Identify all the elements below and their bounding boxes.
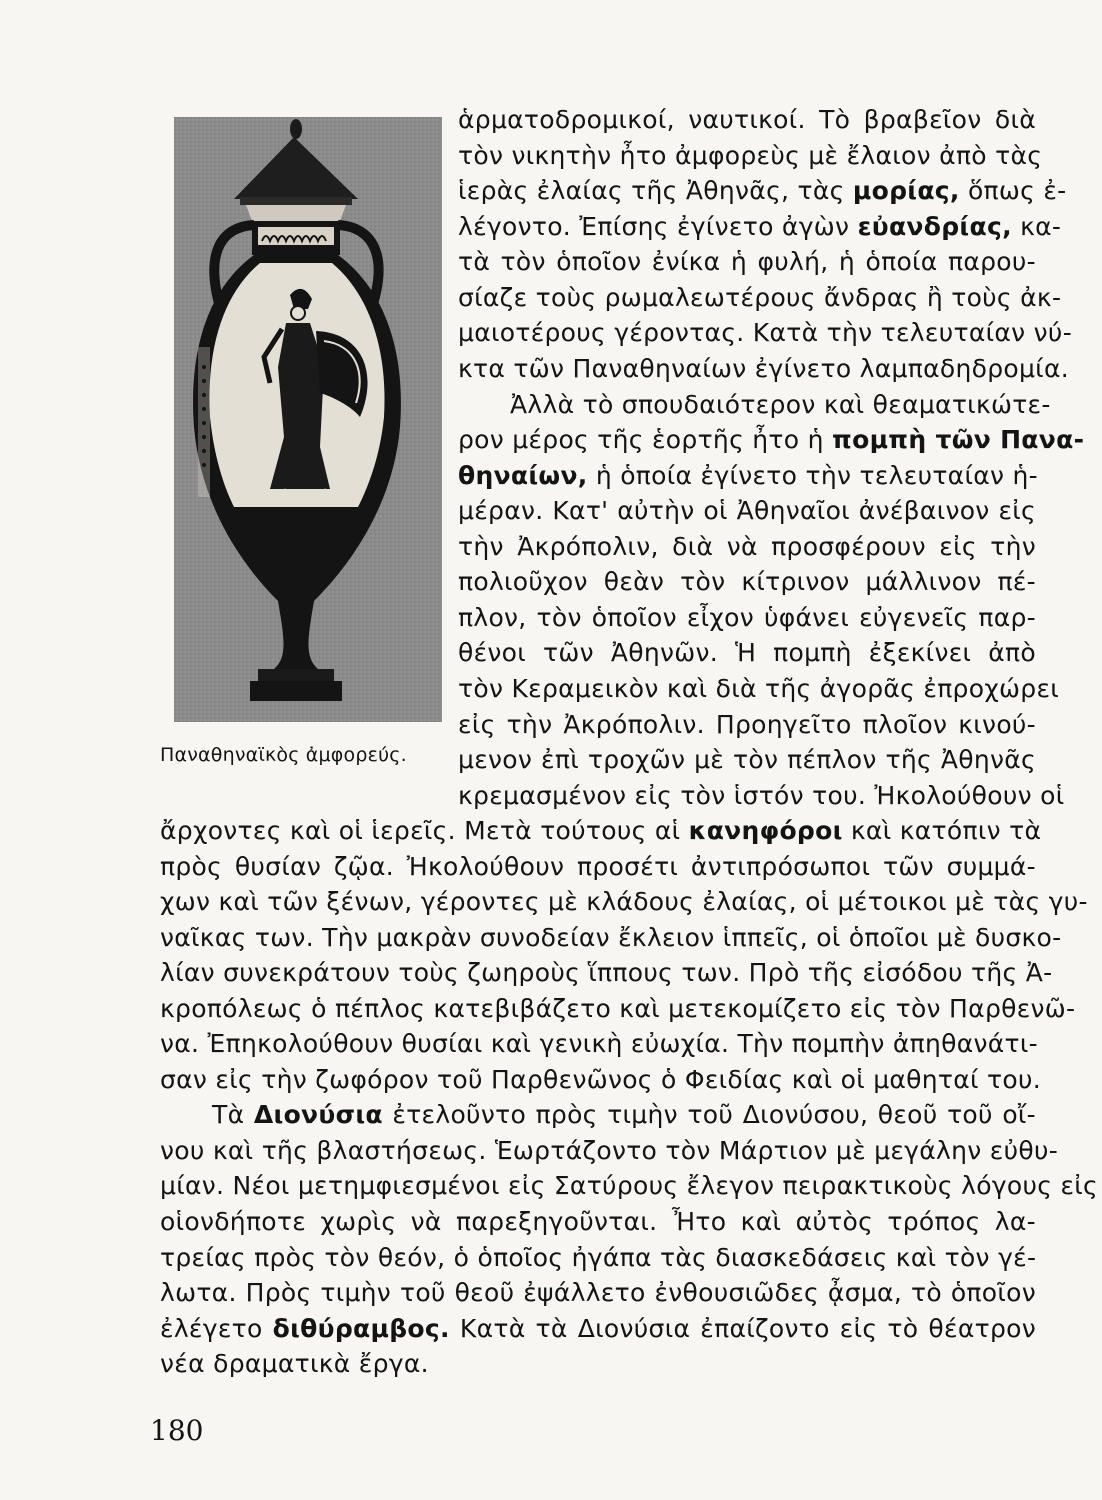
text-line: μαιοτέρους γέροντας. Κατὰ τὴν τελευταίαν νύ- xyxy=(458,318,1073,347)
text-line: Ἀλλὰ τὸ σπουδαιότερον καὶ θεαματικώτε- xyxy=(510,390,1051,419)
text-line: κρεμασμένον εἰς τὸν ἱστόν του. Ἠκολούθουν οἱ xyxy=(458,781,1065,810)
text-line: θένοι τῶν Ἀθηνῶν. Ἡ πομπὴ ἐξεκίνει ἀπὸ xyxy=(458,638,1036,667)
text-line: τὰ τὸν ὁποῖον ἐνίκα ἡ φυλή, ἡ ὁποία παρου- xyxy=(458,247,1036,276)
text-segment: Τὰ xyxy=(212,1100,254,1129)
text-line: εἰς τὴν Ἀκρόπολιν. Προηγεῖτο πλοῖον κινού- xyxy=(458,710,1036,739)
bold-term: πομπὴ τῶν Πανα- xyxy=(832,425,1085,454)
bold-term: θηναίων, xyxy=(458,461,588,490)
text-line xyxy=(458,425,1085,455)
text-segment: καὶ κατόπιν τὰ xyxy=(842,816,1042,845)
bold-term: κανηφόροι xyxy=(688,816,843,845)
text-line: χων καὶ τῶν ξένων, γέροντες μὲ κλάδους ἐλαίας, οἱ μέτοικοι μὲ τὰς γυ- xyxy=(160,887,1088,916)
text-line xyxy=(458,212,1062,242)
text-line xyxy=(458,176,1067,206)
text-line: τὴν Ἀκρόπολιν, διὰ νὰ προσφέρουν εἰς τὴν xyxy=(458,532,1036,561)
text-line: τρείας πρὸς τὸν θεόν, ὁ ὁποῖος ἠγάπα τὰς διασκεδάσεις καὶ τὸν γέ- xyxy=(160,1243,1037,1272)
text-line: πρὸς θυσίαν ζῷα. Ἠκολούθουν προσέτι ἀντιπρόσωποι τῶν συμμά- xyxy=(160,852,1036,881)
text-line: μίαν. Νέοι μετημφιεσμένοι εἰς Σατύρους ἔλεγον πειρακτικοὺς λόγους εἰς xyxy=(160,1171,1099,1200)
text-line: οἱονδήποτε χωρὶς νὰ παρεξηγοῦνται. Ἦτο καὶ αὐτὸς τρόπος λα- xyxy=(160,1207,1036,1236)
text-line: να. Ἐπηκολούθουν θυσίαι καὶ γενικὴ εὐωχία. Τὴν πομπὴν ἀπηθανάτι- xyxy=(160,1029,1038,1058)
text-line: ἁρματοδρομικοί, ναυτικοί. Τὸ βραβεῖον διὰ xyxy=(458,105,1036,134)
text-line: λίαν συνεκράτουν τοὺς ζωηροὺς ἵππους των. Πρὸ τῆς εἰσόδου τῆς Ἀ- xyxy=(160,958,1053,987)
text-segment: ἐτελοῦντο πρὸς τιμὴν τοῦ Διονύσου, θεοῦ τοῦ οἴ- xyxy=(382,1100,1036,1129)
text-segment: ἡ ὁποία ἐγίνετο τὴν τελευταίαν ἡ- xyxy=(587,461,1038,490)
panathenaic-amphora-image xyxy=(174,117,442,722)
text-line xyxy=(160,816,1042,846)
bold-term: Διονύσια xyxy=(253,1100,383,1129)
amphora-illustration xyxy=(174,117,442,722)
text-segment: ἐλέγετο xyxy=(160,1314,273,1343)
text-line: σίαζε τοὺς ρωμαλεωτέρους ἄνδρας ἢ τοὺς ἀκ- xyxy=(458,283,1062,312)
text-segment: Κατὰ τὰ Διονύσια ἐπαίζοντο εἰς τὸ θέατρον xyxy=(449,1314,1036,1343)
figure-caption: Παναθηναϊκὸς ἀμφορεύς. xyxy=(160,744,407,766)
text-line: τὸν Κεραμεικὸν καὶ διὰ τῆς ἀγορᾶς ἐπροχώρει xyxy=(458,674,1060,703)
page-number: 180 xyxy=(150,1414,204,1447)
text-segment: λέγοντο. Ἐπίσης ἐγίνετο ἀγὼν xyxy=(458,212,858,241)
text-line: ναῖκας των. Τὴν μακρὰν συνοδείαν ἔκλειον ἱππεῖς, οἱ ὁποῖοι μὲ δυσκο- xyxy=(160,923,1062,952)
bold-term: διθύραμβος. xyxy=(272,1314,450,1343)
text-line: κτα τῶν Παναθηναίων ἐγίνετο λαμπαδηδρομία. xyxy=(458,354,1069,383)
text-segment: ρον μέρος τῆς ἑορτῆς ἦτο ἡ xyxy=(458,425,833,454)
bold-term: εὐανδρίας, xyxy=(857,212,1012,241)
text-line xyxy=(458,461,1036,491)
text-line: νέα δραματικὰ ἔργα. xyxy=(160,1349,429,1378)
text-line: νου καὶ τῆς βλαστήσεως. Ἑωρτάζοντο τὸν Μάρτιον μὲ μεγάλην εὐθυ- xyxy=(160,1136,1059,1165)
text-segment: ἱερὰς ἐλαίας τῆς Ἀθηνᾶς, τὰς xyxy=(458,176,853,205)
text-line: κροπόλεως ὁ πέπλος κατεβιβάζετο καὶ μετεκομίζετο εἰς τὸν Παρθενῶ- xyxy=(160,994,1076,1023)
text-line xyxy=(212,1100,1036,1130)
text-line: μέραν. Κατ' αὐτὴν οἱ Ἀθηναῖοι ἀνέβαινον εἰς xyxy=(458,496,1036,525)
text-line: σαν εἰς τὴν ζωφόρον τοῦ Παρθενῶνος ὁ Φειδίας καὶ οἱ μαθηταί του. xyxy=(160,1065,1042,1094)
text-line xyxy=(160,1314,1036,1344)
text-segment: κα- xyxy=(1011,212,1062,241)
text-line: πολιοῦχον θεὰν τὸν κίτρινον μάλλινον πέ- xyxy=(458,567,1036,596)
text-line: λωτα. Πρὸς τιμὴν τοῦ θεοῦ ἐψάλλετο ἐνθουσιῶδες ᾆσμα, τὸ ὁποῖον xyxy=(160,1278,1036,1307)
text-line: πλον, τὸν ὁποῖον εἶχον ὑφάνει εὐγενεῖς παρ- xyxy=(458,603,1036,632)
text-line: τὸν νικητὴν ἦτο ἀμφορεὺς μὲ ἔλαιον ἀπὸ τὰς xyxy=(458,141,1043,170)
bold-term: μορίας, xyxy=(852,176,960,205)
text-line: μενον ἐπὶ τροχῶν μὲ τὸν πέπλον τῆς Ἀθηνᾶς xyxy=(458,745,1036,774)
text-segment: ἄρχοντες καὶ οἱ ἱερεῖς. Μετὰ τούτους αἱ xyxy=(160,816,689,845)
text-segment: ὅπως ἐ- xyxy=(959,176,1067,205)
